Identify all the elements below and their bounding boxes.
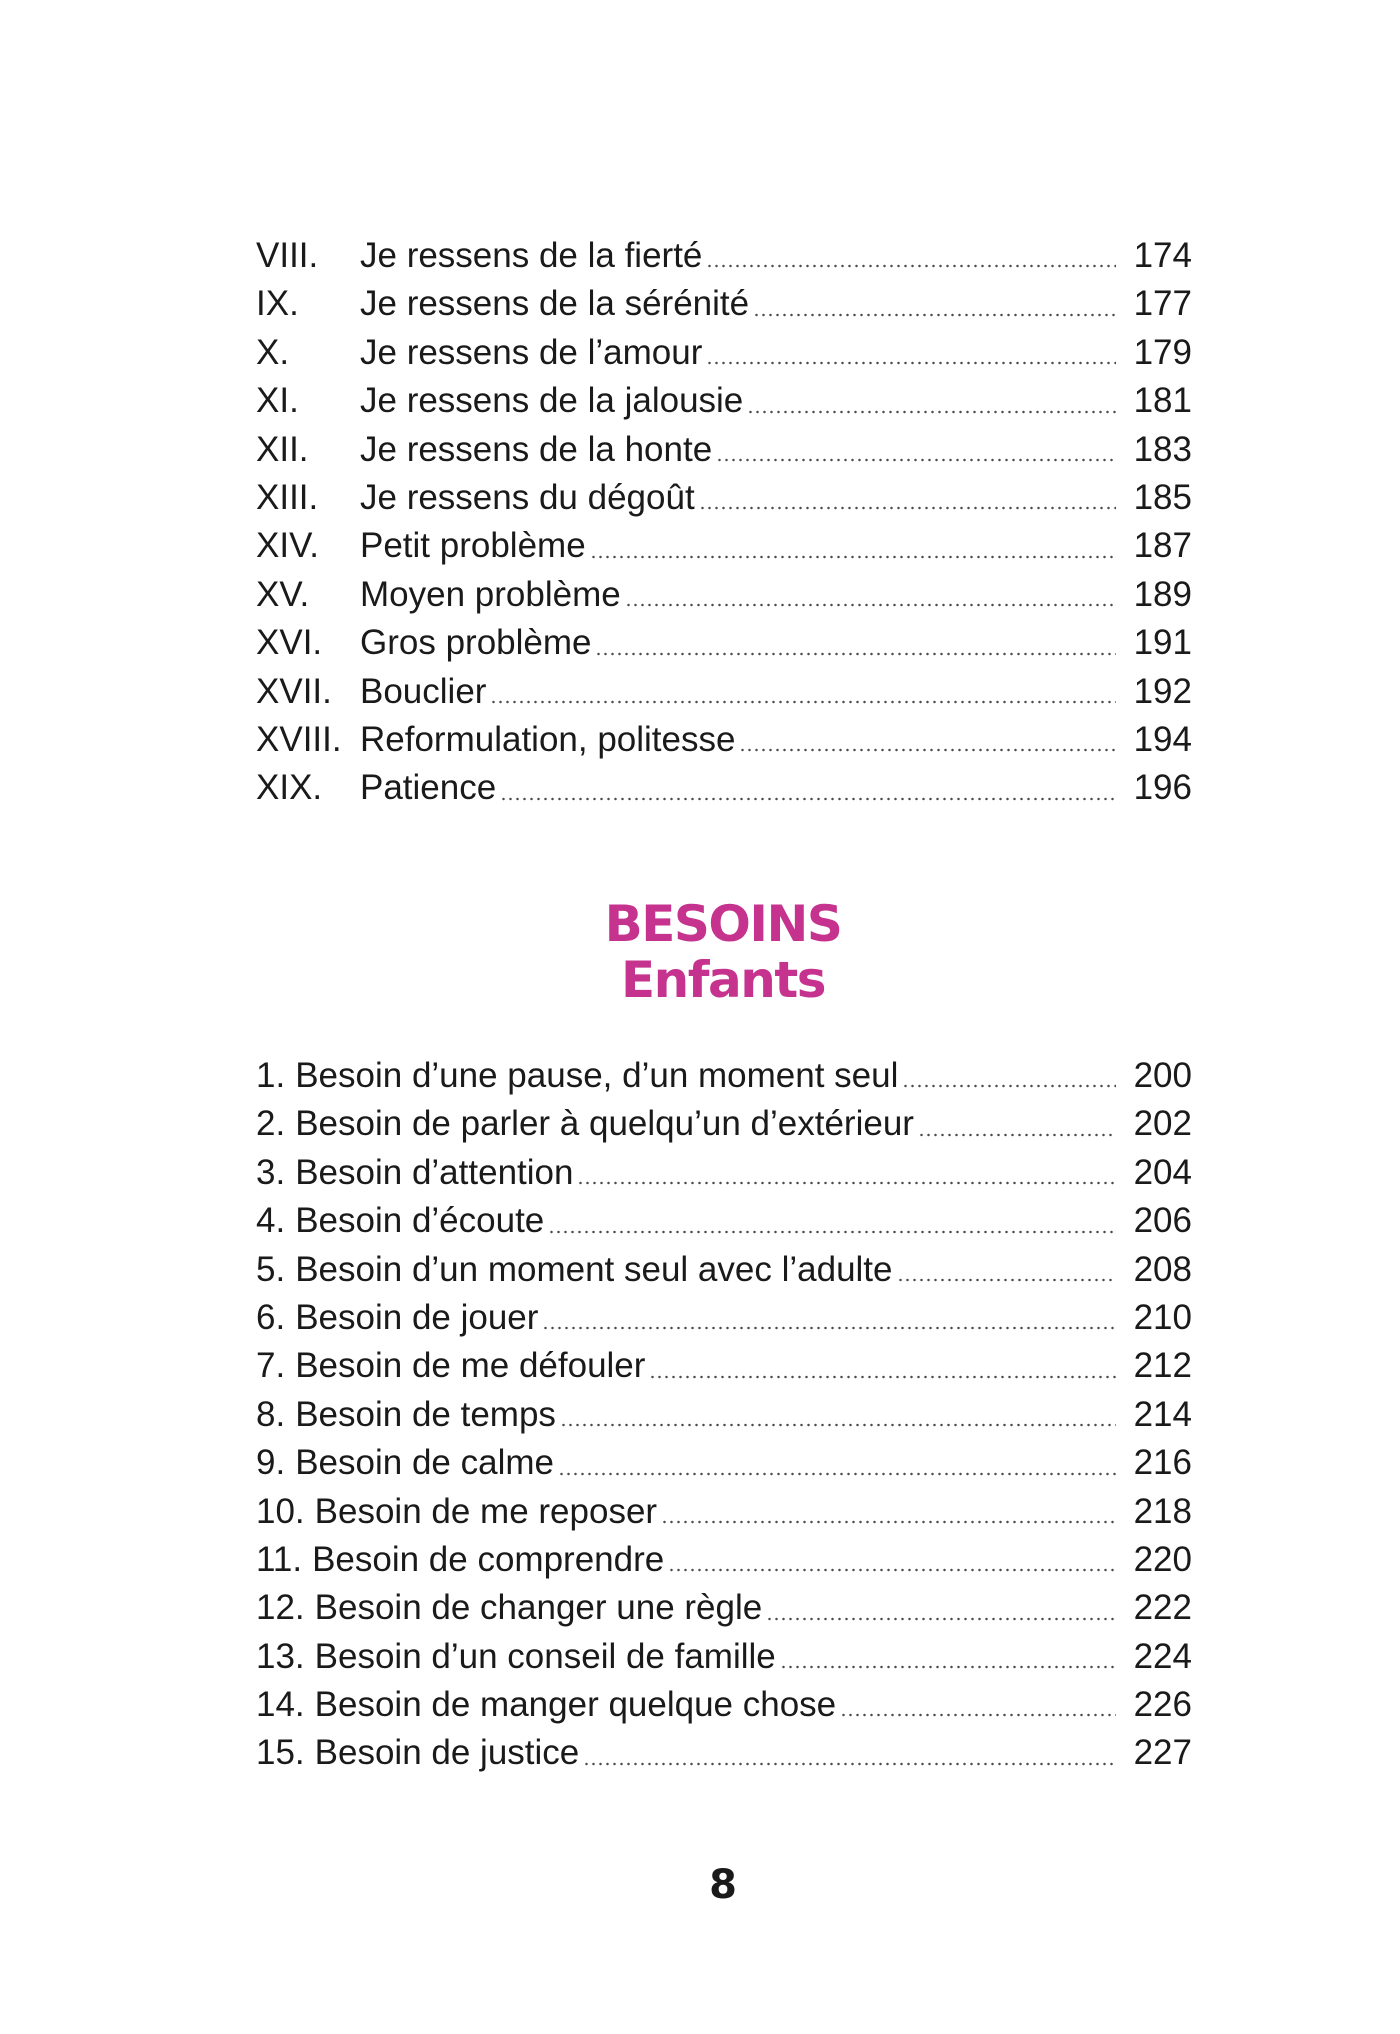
entry-title: Besoin de parler à quelqu’un d’extérieur (295, 1104, 914, 1144)
entry-page: 222 (1133, 1588, 1192, 1628)
entry-number: VIII. (256, 236, 319, 275)
entry-page: 181 (1133, 381, 1192, 421)
emotions-toc (256, 232, 1192, 813)
entry-title: Je ressens de la fierté (360, 236, 703, 275)
needs-toc (256, 1052, 1192, 1778)
toc-entry[interactable] (256, 474, 1192, 522)
entry-title: Besoin de comprendre (312, 1539, 665, 1579)
entry-number: 1. (256, 1056, 286, 1095)
entry-page: 185 (1133, 477, 1192, 517)
entry-title: Je ressens de la honte (360, 429, 713, 469)
entry-title: Bouclier (360, 671, 487, 711)
entry-title: Besoin d’une pause, d’un moment seul (295, 1056, 899, 1095)
dot-leader (668, 1568, 1116, 1572)
toc-entry[interactable] (256, 1246, 1192, 1294)
entry-page: 227 (1133, 1733, 1192, 1773)
entry-page: 226 (1133, 1685, 1192, 1725)
toc-entry[interactable] (256, 329, 1192, 377)
toc-entry[interactable] (256, 716, 1192, 764)
toc-entry[interactable] (256, 1584, 1192, 1632)
section-title: BESOINS (604, 895, 842, 953)
dot-leader (560, 1423, 1116, 1427)
entry-number: 5. (256, 1249, 286, 1289)
entry-page: 224 (1133, 1636, 1192, 1676)
entry-number: XVII. (256, 671, 332, 711)
toc-entry[interactable] (256, 1342, 1192, 1390)
entry-title: Besoin d’un conseil de famille (314, 1636, 776, 1676)
dot-leader (595, 652, 1116, 656)
entry-page: 202 (1133, 1104, 1192, 1144)
entry-title: Besoin de me reposer (314, 1491, 658, 1531)
toc-entry[interactable] (256, 1439, 1192, 1487)
entry-title: Besoin d’écoute (295, 1201, 545, 1241)
toc-entry[interactable] (256, 1100, 1192, 1148)
entry-number: XIII. (256, 477, 319, 517)
toc-entry[interactable] (256, 522, 1192, 570)
toc-entry[interactable] (256, 1149, 1192, 1197)
entry-number: 7. (256, 1346, 286, 1386)
section-subtitle: Enfants (620, 951, 825, 1009)
toc-entry[interactable] (256, 280, 1192, 328)
entry-number: 6. (256, 1297, 286, 1337)
entry-title: Petit problème (360, 526, 586, 566)
entry-number: 4. (256, 1201, 286, 1241)
entry-number: 2. (256, 1104, 286, 1144)
entry-number: 12. (256, 1588, 305, 1628)
entry-title: Besoin de me défouler (295, 1346, 646, 1386)
entry-number: XII. (256, 429, 309, 469)
toc-entry[interactable] (256, 1052, 1192, 1100)
toc-entry[interactable] (256, 571, 1192, 619)
dot-leader (590, 555, 1116, 559)
toc-entry[interactable] (256, 764, 1192, 812)
dot-leader (902, 1084, 1116, 1088)
entry-title: Je ressens du dégoût (360, 477, 695, 517)
dot-leader (780, 1665, 1116, 1669)
toc-entry[interactable] (256, 1633, 1192, 1681)
entry-number: IX. (256, 284, 299, 324)
dot-leader (500, 797, 1116, 801)
toc-entry[interactable] (256, 1729, 1192, 1777)
entry-page: 206 (1133, 1201, 1192, 1241)
entry-title: Besoin de temps (295, 1394, 556, 1434)
dot-leader (897, 1278, 1117, 1282)
dot-leader (490, 700, 1116, 704)
dot-leader (558, 1472, 1116, 1476)
entry-page: 174 (1133, 236, 1192, 275)
entry-page: 187 (1133, 526, 1192, 566)
dot-leader (548, 1230, 1116, 1234)
entry-page: 196 (1133, 768, 1192, 808)
entry-number: 14. (256, 1685, 305, 1725)
dot-leader (706, 361, 1116, 365)
entry-title: Besoin de justice (314, 1733, 580, 1773)
dot-leader (542, 1326, 1116, 1330)
dot-leader (706, 264, 1116, 268)
toc-entry[interactable] (256, 426, 1192, 474)
dot-leader (649, 1375, 1116, 1379)
entry-title: Reformulation, politesse (360, 719, 736, 759)
toc-entry[interactable] (256, 377, 1192, 425)
toc-entry[interactable] (256, 1294, 1192, 1342)
entry-page: 216 (1133, 1443, 1192, 1483)
entry-title: Besoin de calme (295, 1443, 554, 1483)
entry-title: Besoin de jouer (295, 1297, 539, 1337)
dot-leader (577, 1181, 1116, 1185)
toc-entry[interactable] (256, 1197, 1192, 1245)
entry-title: Moyen problème (360, 574, 621, 614)
dot-leader (840, 1713, 1116, 1717)
entry-title: Je ressens de la sérénité (360, 284, 750, 324)
dot-leader (747, 410, 1116, 414)
entry-number: XVI. (256, 623, 323, 663)
dot-leader (699, 506, 1116, 510)
entry-page: 179 (1133, 332, 1192, 372)
entry-number: 11. (256, 1539, 303, 1579)
entry-page: 220 (1133, 1539, 1192, 1579)
toc-entry[interactable] (256, 1681, 1192, 1729)
dot-leader (625, 603, 1116, 607)
entry-title: Besoin d’attention (295, 1152, 574, 1192)
entry-title: Patience (360, 768, 497, 808)
dot-leader (766, 1617, 1116, 1621)
entry-title: Besoin de manger quelque chose (314, 1685, 837, 1725)
entry-title: Je ressens de la jalousie (360, 381, 744, 421)
entry-page: 194 (1133, 719, 1192, 759)
entry-number: 10. (256, 1491, 305, 1531)
dot-leader (918, 1133, 1116, 1137)
entry-page: 191 (1133, 623, 1192, 663)
page-number: 8 (709, 1862, 737, 1908)
toc-entry[interactable] (256, 1391, 1192, 1439)
dot-leader (583, 1762, 1116, 1766)
entry-number: XIX. (256, 768, 323, 808)
entry-page: 183 (1133, 429, 1192, 469)
entry-number: XVIII. (256, 719, 342, 759)
toc-entry[interactable] (256, 668, 1192, 716)
entry-page: 210 (1133, 1297, 1192, 1337)
entry-number: 9. (256, 1443, 286, 1483)
entry-title: Besoin de changer une règle (314, 1588, 763, 1628)
entry-page: 204 (1133, 1152, 1192, 1192)
dot-leader (753, 313, 1116, 317)
entry-page: 218 (1133, 1491, 1192, 1531)
entry-page: 208 (1133, 1249, 1192, 1289)
entry-page: 189 (1133, 574, 1192, 614)
entry-number: 3. (256, 1152, 286, 1192)
entry-number: 15. (256, 1733, 305, 1773)
entry-page: 212 (1133, 1346, 1192, 1386)
toc-entry[interactable] (256, 1536, 1192, 1584)
dot-leader (716, 458, 1116, 462)
entry-title: Je ressens de l’amour (360, 332, 703, 372)
entry-number: XIV. (256, 526, 319, 566)
entry-page: 177 (1133, 284, 1192, 324)
entry-number: X. (256, 332, 290, 372)
dot-leader (739, 748, 1116, 752)
entry-number: XI. (256, 381, 299, 421)
entry-title: Besoin d’un moment seul avec l’adulte (295, 1249, 893, 1289)
dot-leader (661, 1520, 1116, 1524)
entry-page: 200 (1133, 1056, 1192, 1095)
toc-entry[interactable] (256, 232, 1192, 280)
entry-number: XV. (256, 574, 310, 614)
entry-number: 8. (256, 1394, 286, 1434)
entry-number: 13. (256, 1636, 305, 1676)
entry-title: Gros problème (360, 623, 592, 663)
toc-entry[interactable] (256, 619, 1192, 667)
entry-page: 192 (1133, 671, 1192, 711)
entry-page: 214 (1133, 1394, 1192, 1434)
toc-entry[interactable] (256, 1488, 1192, 1536)
